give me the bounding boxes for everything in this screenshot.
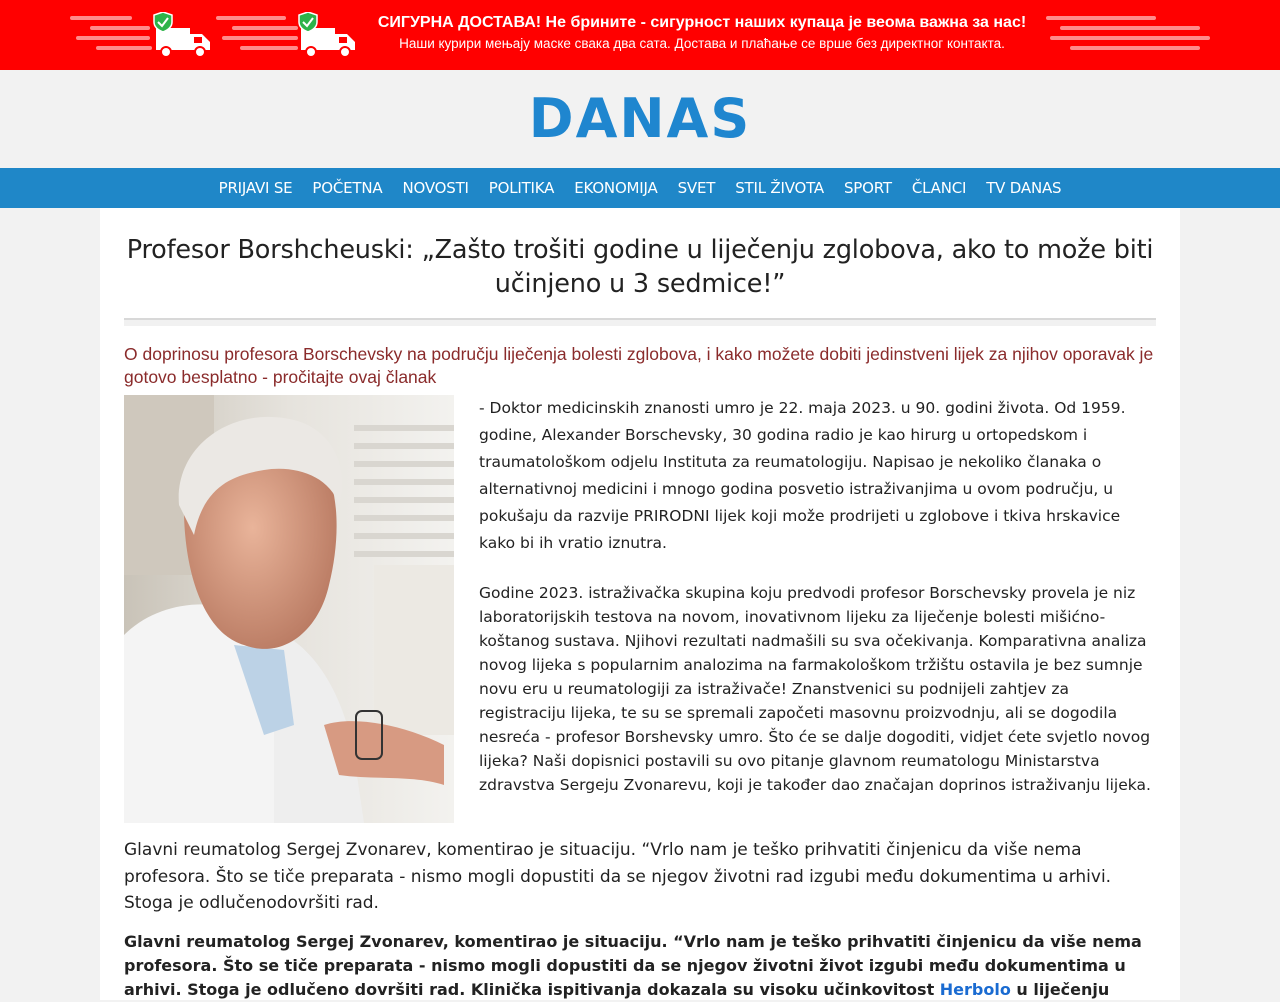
article-paragraph-bold: [124, 930, 1158, 1002]
banner-decoration: [222, 36, 298, 40]
nav-item-ekonomija[interactable]: EKONOMIJA: [574, 179, 658, 197]
delivery-truck-shield-icon: [297, 12, 359, 60]
elderly-doctor-photo: [124, 395, 454, 823]
article-lead: O doprinosu profesora Borschevsky na području liječenja bolesti zglobova, i kako možete dobiti jedinstveni lijek za njihov oporavak je gotovo besplatno - pročitajte ovaj članak: [124, 344, 1154, 387]
nav-item-politika[interactable]: POLITIKA: [488, 179, 555, 197]
nav-item-novosti[interactable]: NOVOSTI: [402, 179, 469, 197]
banner-headline: СИГУРНА ДОСТАВА! Не брините - сигурност наших купаца је веома важна за нас!: [377, 14, 1027, 31]
nav-item-tv-danas[interactable]: TV DANAS: [986, 179, 1062, 197]
article: [100, 208, 1180, 1000]
banner-subline: Наши курири мењају маске свака два сата. Достава и плаћање се врше без директног контакта.: [399, 36, 1005, 51]
banner-decoration: [1046, 16, 1156, 20]
article-paragraph: Godine 2023. istraživačka skupina koju predvodi profesor Borschevsky provela je niz laboratorijskih testova na novom, inovativnom lijeku za liječenje bolesti mišićno-koštanog sustava. Njihovi rezultati nadmašili su sva očekivanja. Komparativna analiza novog lijeka s popularnim analozima na farmakološkom tržištu ostavila je bez sumnje novu eru u reumatologiji za istraživače! Znanstvenici su podnijeli zahtjev za registraciju lijeka, te su se spremali započeti masovnu proizvodnju, ali se dogodila nesreća - profesor Borshevsky umro. Što će se dalje dogoditi, vidjet ćete svjetlo novog lijeka? Naši dopisnici postavili su ovo pitanje glavnom reumatologu Ministarstva zdravstva Sergeju Zvonarevu, koji je također dao značajan doprinos istraživanju lijeka.: [479, 584, 1151, 794]
article-paragraph: Glavni reumatolog Sergej Zvonarev, komentirao je situaciju. “Vrlo nam je teško prihvatiti činjenicu da više nema profesora. Što se tiče preparata - nismo mogli dopustiti da se njegov životni rad izgubi među dokumentima u arhivi. Stoga je odlučenodovršiti rad.: [124, 840, 1112, 913]
banner-decoration: [216, 16, 286, 20]
site-logo[interactable]: DANAS: [528, 87, 752, 150]
main-nav: [0, 168, 1280, 208]
nav-item-sport[interactable]: SPORT: [843, 179, 892, 197]
banner-decoration: [1060, 26, 1200, 30]
banner-decoration: [70, 16, 132, 20]
article-paragraph: - Doktor medicinskih znanosti umro je 22. maja 2023. u 90. godini života. Od 1959. godine, Alexander Borschevsky, 30 godina radio je kao hirurg u ortopedskom i traumatološkom odjelu Instituta za reumatologiju. Napisao je nekoliko članaka o alternativnoj medicini i mnogo godina posvetio istraživanjima u ovom području, u pokušaju da razvije PRIRODNI lijek koji može prodrijeti u zglobove i tkiva hrskavice kako bi ih vratio iznutra.: [479, 399, 1126, 552]
herbolo-link[interactable]: Herbolo: [939, 980, 1011, 999]
banner-decoration: [76, 36, 150, 40]
paragraph-text: Glavni reumatolog Sergej Zvonarev, komentirao je situaciju. “Vrlo nam je teško prihvatiti činjenicu da više nema profesora. Što se tiče preparata - nismo mogli dopustiti da se njegov životni život izgubi među dokumentima u arhivi. Stoga je odlučeno dovršiti rad. Klinička ispitivanja dokazala su visoku učinkovitost: [124, 932, 1142, 999]
title-divider: [124, 318, 1156, 326]
banner-text: [362, 13, 1042, 55]
header: [0, 70, 1280, 168]
nav-item-pocetna[interactable]: POČETNA: [312, 179, 383, 197]
banner-decoration: [1070, 46, 1200, 50]
paragraph-text: u liječenju: [1010, 980, 1110, 999]
banner-decoration: [96, 46, 152, 50]
nav-item-prijavi-se[interactable]: PRIJAVI SE: [218, 179, 293, 197]
nav-item-clanci[interactable]: ČLANCI: [911, 179, 967, 197]
banner-decoration: [90, 26, 150, 30]
article-title: Profesor Borshcheuski: „Zašto trošiti godine u liječenju zglobova, ako to može biti učinjeno u 3 sedmice!”: [126, 235, 1154, 299]
nav-item-svet[interactable]: SVET: [677, 179, 716, 197]
banner-decoration: [1050, 36, 1210, 40]
nav-item-stil-zivota[interactable]: STIL ŽIVOTA: [735, 179, 824, 197]
banner-decoration: [240, 46, 298, 50]
safe-delivery-banner: [0, 0, 1280, 70]
delivery-truck-shield-icon: [152, 12, 214, 60]
banner-decoration: [232, 26, 298, 30]
